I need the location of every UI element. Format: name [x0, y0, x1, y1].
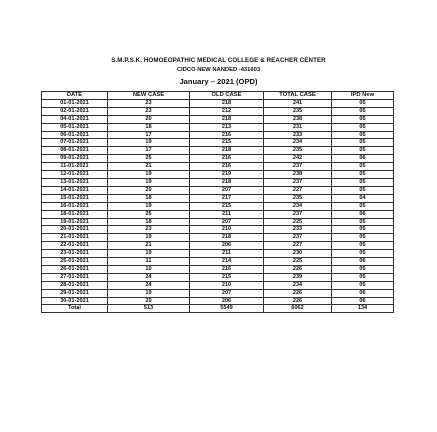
table-row	[42, 171, 394, 179]
table-row	[42, 273, 394, 281]
cell-date: 30-01-2021	[42, 297, 108, 305]
table-row	[42, 123, 394, 131]
cell-total-case: 242	[264, 155, 332, 163]
cell-date: 14-01-2021	[42, 186, 108, 194]
table-header-row	[42, 92, 394, 100]
cell-ipd-new: 05	[332, 107, 394, 115]
table-row	[42, 178, 394, 186]
cell-old-case: 207	[190, 289, 264, 297]
table-row	[42, 242, 394, 250]
cell-total-case: 227	[264, 186, 332, 194]
cell-date: 06-01-2021	[42, 131, 108, 139]
cell-new-case: 20	[108, 115, 190, 123]
cell-new-case: 11	[108, 258, 190, 266]
cell-old-case: 219	[190, 171, 264, 179]
cell-new-case: 19	[108, 250, 190, 258]
cell-ipd-new: 05	[332, 163, 394, 171]
cell-new-case: 17	[108, 147, 190, 155]
cell-old-case: 215	[190, 273, 264, 281]
cell-date: 05-01-2021	[42, 123, 108, 131]
cell-total-case: 226	[264, 265, 332, 273]
cell-ipd-new: 06	[332, 289, 394, 297]
cell-new-case: 24	[108, 281, 190, 289]
table-row	[42, 289, 394, 297]
column-header-new-case: NEW CASE	[108, 92, 190, 100]
college-address: CIDCO NEW NANDED -431603	[176, 67, 261, 73]
table-row	[42, 265, 394, 273]
cell-total-case: 239	[264, 273, 332, 281]
cell-old-case: 216	[190, 265, 264, 273]
cell-ipd-new: 05	[332, 147, 394, 155]
table-row	[42, 297, 394, 305]
cell-old-case: 213	[190, 123, 264, 131]
cell-ipd-new: 05	[332, 273, 394, 281]
cell-total-case: 238	[264, 171, 332, 179]
opd-table	[41, 91, 394, 313]
cell-new-case: 26	[108, 155, 190, 163]
cell-old-case: 217	[190, 194, 264, 202]
cell-new-case: 19	[108, 202, 190, 210]
table-row	[42, 147, 394, 155]
cell-total-case: 237	[264, 178, 332, 186]
cell-date: 20-01-2021	[42, 226, 108, 234]
cell-new-case: 20	[108, 297, 190, 305]
table-row	[42, 234, 394, 242]
cell-date: 13-01-2021	[42, 178, 108, 186]
cell-total-case: 230	[264, 250, 332, 258]
table-row	[42, 99, 394, 107]
cell-total-case: 225	[264, 218, 332, 226]
cell-date: 25-01-2021	[42, 258, 108, 266]
cell-date: 08-01-2021	[42, 147, 108, 155]
cell-date: 19-01-2021	[42, 218, 108, 226]
cell-ipd-new: 06	[332, 297, 394, 305]
cell-ipd-new: 05	[332, 99, 394, 107]
cell-ipd-new: 05	[332, 178, 394, 186]
cell-new-case: 10	[108, 265, 190, 273]
cell-new-case: 19	[108, 139, 190, 147]
cell-date: 04-01-2021	[42, 115, 108, 123]
cell-new-case: 19	[108, 234, 190, 242]
total-new-case: 513	[108, 305, 190, 313]
cell-old-case: 207	[190, 186, 264, 194]
cell-date: 21-01-2021	[42, 234, 108, 242]
cell-date: 29-01-2021	[42, 289, 108, 297]
table-row	[42, 107, 394, 115]
cell-ipd-new: 05	[332, 171, 394, 179]
cell-date: 22-01-2021	[42, 242, 108, 250]
cell-ipd-new: 05	[332, 218, 394, 226]
table-row	[42, 163, 394, 171]
cell-old-case: 212	[190, 107, 264, 115]
cell-total-case: 233	[264, 226, 332, 234]
cell-ipd-new: 05	[332, 281, 394, 289]
column-header-ipd-new: IPD New	[332, 92, 394, 100]
column-header-date: DATE	[42, 92, 108, 100]
report-period-title: January – 2021 (OPD)	[179, 77, 258, 86]
cell-ipd-new: 05	[332, 202, 394, 210]
cell-old-case: 211	[190, 250, 264, 258]
cell-ipd-new: 05	[332, 234, 394, 242]
cell-new-case: 18	[108, 123, 190, 131]
cell-new-case: 19	[108, 289, 190, 297]
cell-old-case: 218	[190, 147, 264, 155]
cell-total-case: 235	[264, 147, 332, 155]
table-row	[42, 194, 394, 202]
cell-total-case: 234	[264, 281, 332, 289]
cell-ipd-new: 06	[332, 155, 394, 163]
table-row	[42, 155, 394, 163]
cell-date: 27-01-2021	[42, 273, 108, 281]
cell-total-case: 241	[264, 99, 332, 107]
column-header-total-case: TOTAL CASE	[264, 92, 332, 100]
table-row	[42, 281, 394, 289]
cell-total-case: 234	[264, 202, 332, 210]
table-row	[42, 186, 394, 194]
cell-new-case: 18	[108, 218, 190, 226]
cell-total-case: 234	[264, 139, 332, 147]
cell-date: 01-01-2021	[42, 99, 108, 107]
cell-total-case: 237	[264, 234, 332, 242]
cell-old-case: 216	[190, 155, 264, 163]
cell-old-case: 210	[190, 226, 264, 234]
table-row	[42, 115, 394, 123]
cell-new-case: 23	[108, 99, 190, 107]
cell-new-case: 26	[108, 210, 190, 218]
table-row	[42, 131, 394, 139]
cell-ipd-new: 04	[332, 194, 394, 202]
cell-total-case: 225	[264, 258, 332, 266]
cell-new-case: 19	[108, 171, 190, 179]
cell-ipd-new: 05	[332, 123, 394, 131]
cell-total-case: 238	[264, 115, 332, 123]
cell-old-case: 216	[190, 163, 264, 171]
cell-old-case: 206	[190, 297, 264, 305]
cell-total-case: 227	[264, 242, 332, 250]
cell-total-case: 235	[264, 107, 332, 115]
table-row	[42, 139, 394, 147]
cell-old-case: 210	[190, 281, 264, 289]
cell-ipd-new: 05	[332, 139, 394, 147]
cell-total-case: 226	[264, 297, 332, 305]
cell-ipd-new: 05	[332, 226, 394, 234]
table-body	[42, 99, 394, 305]
cell-new-case: 23	[108, 226, 190, 234]
college-name: S.M.P.S.K. HOMOEOPATHIC MEDICAL COLLEGE & REACHER CENTER	[111, 57, 326, 64]
cell-date: 12-01-2021	[42, 171, 108, 179]
cell-date: 09-01-2021	[42, 155, 108, 163]
cell-new-case: 23	[108, 107, 190, 115]
cell-total-case: 237	[264, 163, 332, 171]
cell-old-case: 207	[190, 218, 264, 226]
cell-date: 07-01-2021	[42, 139, 108, 147]
cell-ipd-new: 05	[332, 186, 394, 194]
total-old-case: 5549	[190, 305, 264, 313]
cell-new-case: 21	[108, 163, 190, 171]
cell-ipd-new: 06	[332, 210, 394, 218]
cell-total-case: 237	[264, 210, 332, 218]
cell-ipd-new: 05	[332, 131, 394, 139]
cell-old-case: 215	[190, 202, 264, 210]
cell-date: 23-01-2021	[42, 250, 108, 258]
table-row	[42, 210, 394, 218]
cell-date: 28-01-2021	[42, 281, 108, 289]
cell-old-case: 218	[190, 115, 264, 123]
cell-old-case: 218	[190, 234, 264, 242]
table-row	[42, 250, 394, 258]
cell-new-case: 20	[108, 186, 190, 194]
cell-total-case: 226	[264, 289, 332, 297]
total-ipd-new: 134	[332, 305, 394, 313]
table-row	[42, 258, 394, 266]
table-row	[42, 202, 394, 210]
cell-new-case: 24	[108, 273, 190, 281]
cell-old-case: 206	[190, 242, 264, 250]
cell-old-case: 218	[190, 178, 264, 186]
table-row	[42, 218, 394, 226]
cell-ipd-new: 05	[332, 265, 394, 273]
cell-ipd-new: 05	[332, 242, 394, 250]
cell-ipd-new: 06	[332, 258, 394, 266]
cell-old-case: 218	[190, 99, 264, 107]
cell-date: 26-01-2021	[42, 265, 108, 273]
column-header-old-case: OLD CASE	[190, 92, 264, 100]
cell-new-case: 19	[108, 178, 190, 186]
cell-date: 18-01-2021	[42, 210, 108, 218]
cell-total-case: 235	[264, 194, 332, 202]
table-row	[42, 226, 394, 234]
cell-date: 11-01-2021	[42, 163, 108, 171]
cell-old-case: 214	[190, 258, 264, 266]
cell-ipd-new: 05	[332, 115, 394, 123]
cell-old-case: 215	[190, 139, 264, 147]
cell-total-case: 231	[264, 123, 332, 131]
cell-new-case: 18	[108, 194, 190, 202]
cell-ipd-new: 05	[332, 250, 394, 258]
total-label: Total	[42, 305, 108, 313]
cell-old-case: 211	[190, 210, 264, 218]
cell-total-case: 233	[264, 131, 332, 139]
cell-new-case: 21	[108, 242, 190, 250]
cell-date: 15-01-2021	[42, 194, 108, 202]
cell-new-case: 17	[108, 131, 190, 139]
cell-old-case: 216	[190, 131, 264, 139]
cell-date: 02-01-2021	[42, 107, 108, 115]
cell-date: 16-01-2021	[42, 202, 108, 210]
total-row	[42, 305, 394, 313]
total-total-case: 6062	[264, 305, 332, 313]
